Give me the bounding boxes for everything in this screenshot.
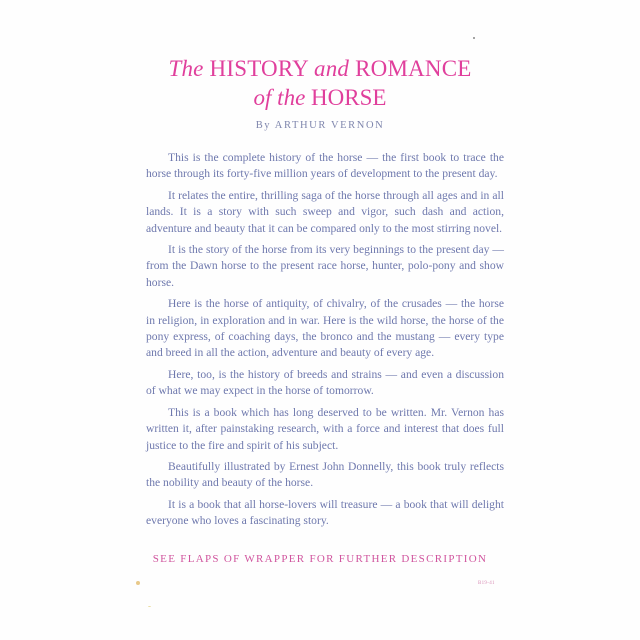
title-line-1 <box>0 56 640 82</box>
author-byline: By ARTHUR VERNON <box>255 120 385 131</box>
paragraph: It relates the entire, thrilling saga of the horse through all ages and in all lands. It is a story with such sweep and vigor, such dash and action, adventure and beauty that it can be compared only to the most stirring novel. <box>146 188 504 235</box>
paper-speck <box>136 581 140 585</box>
paragraph: This is the complete history of the horse — the first book to trace the horse through its forty-five million years of development to the present day. <box>146 151 504 181</box>
paragraph: Here is the horse of antiquity, of chivalry, of the crusades — the horse in religion, in exploration and in war. Here is the wild horse, the horse of the pony express, of coaching days, the bronco and the mustang — every type and breed in all the action, adventure and beauty of every age. <box>146 297 504 360</box>
paragraph: It is a book that all horse-lovers will treasure — a book that will delight everyone who loves a fascinating story. <box>146 497 504 528</box>
paragraph: Beautifully illustrated by Ernest John Donnelly, this book truly reflects the nobility and beauty of the horse. <box>146 459 504 490</box>
paragraph: This is a book which has long deserved to be written. Mr. Vernon has written it, after painstaking research, with a force and interest that does full justice to the fire and spirit of his subject. <box>146 405 504 452</box>
paper-speck <box>148 606 151 607</box>
title-word-the: The <box>168 56 204 81</box>
title-word-horse: HORSE <box>311 85 387 110</box>
title-word-romance: ROMANCE <box>355 56 472 81</box>
further-description-note: SEE FLAPS OF WRAPPER FOR FURTHER DESCRIPTION <box>152 553 488 565</box>
title-line-2 <box>0 85 640 111</box>
paragraph: Here, too, is the history of breeds and strains — and even a discussion of what we may expect in the horse of tomorrow. <box>146 367 504 398</box>
paragraph: It is the story of the horse from its very beginnings to the present day — from the Dawn horse to the present race horse, hunter, polo-pony and show horse. <box>146 243 504 289</box>
title-word-history: HISTORY <box>209 56 309 81</box>
description-body <box>146 150 504 535</box>
catalog-code: B19-41 <box>478 581 495 586</box>
title-word-and: and <box>314 56 350 81</box>
paper-speck <box>473 37 475 39</box>
title-word-of-the: of the <box>253 85 306 110</box>
